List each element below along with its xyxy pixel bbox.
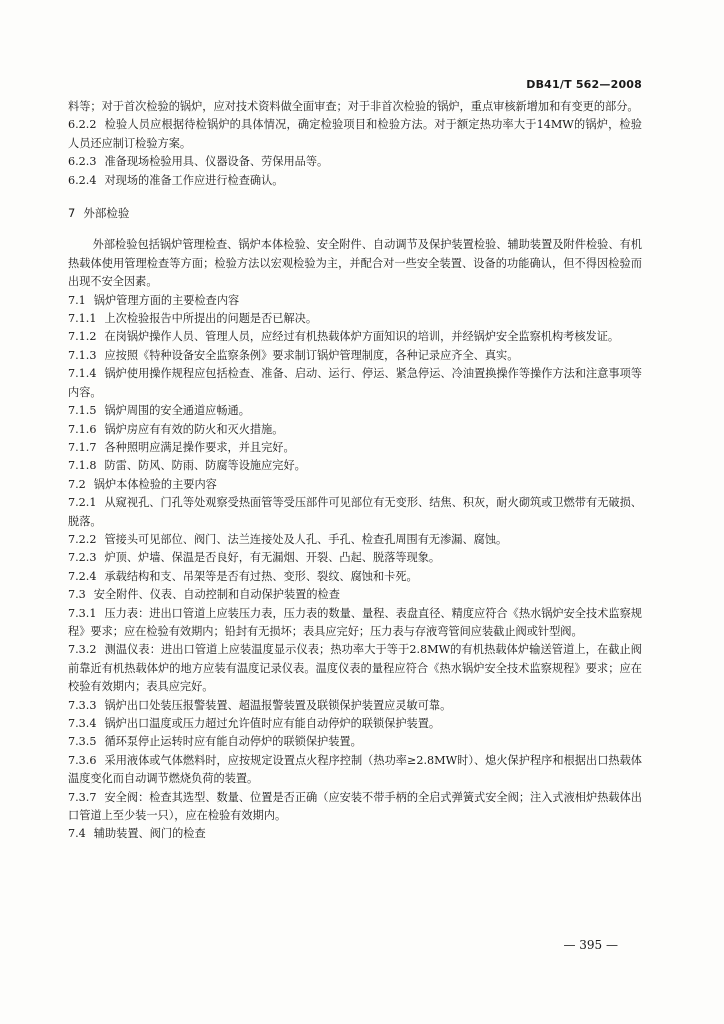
section-intro <box>68 236 642 291</box>
clause-6-2-3 <box>68 153 642 171</box>
clause-text: 管接头可见部位、阀门、法兰连接处及人孔、手孔、检查孔周围有无渗漏、腐蚀。 <box>104 532 508 546</box>
clause-number: 7.3.7 <box>68 790 97 804</box>
clause-number: 7.2 <box>68 477 86 491</box>
clause-number: 7.3.2 <box>68 643 97 657</box>
clause-text: 防雷、防风、防雨、防腐等设施应完好。 <box>104 459 306 473</box>
clause-7-3-1 <box>68 605 642 642</box>
clause-number: 7.1.8 <box>68 459 97 473</box>
clause-7-1-5 <box>68 402 642 420</box>
clause-text: 锅炉出口温度或压力超过允许值时应有能自动停炉的联锁保护装置。 <box>104 717 441 730</box>
clause-number: 7.1.6 <box>68 422 97 436</box>
clause-number: 7.3.5 <box>68 735 97 749</box>
clause-number: 7.1 <box>68 293 86 307</box>
clause-7-1-2 <box>68 328 642 346</box>
clause-7-3-4 <box>68 715 642 733</box>
clause-7-1-8 <box>68 457 642 475</box>
clause-7-2-1 <box>68 494 642 531</box>
clause-number: 7.3.3 <box>68 698 97 712</box>
clause-number: 7.3.1 <box>68 606 97 620</box>
clause-number: 7.4 <box>68 827 86 841</box>
paragraph-text: 料等；对于首次检验的锅炉，应对技术资料做全面审查；对于非首次检验的锅炉，重点审核新增加和有变更的部分。 <box>68 100 639 113</box>
clause-text: 安全阀：检查其选型、数量、位置是否正确（应安装不带手柄的全启式弹簧式安全阀；注入式液相炉热载体出口管道上至少装一只），应在检验有效期内。 <box>68 790 642 823</box>
clause-text: 检验人员应根据待检锅炉的具体情况，确定检验项目和检验方法。对于额定热功率大于14MW的锅炉，检验人员还应制订检验方案。 <box>68 118 642 150</box>
clause-number: 7.1.1 <box>68 312 97 326</box>
clause-number: 7.2.2 <box>68 532 97 546</box>
clause-text: 对现场的准备工作应进行检查确认。 <box>104 173 284 187</box>
clause-number: 6.2.2 <box>68 118 97 132</box>
clause-text: 循环泵停止运转时应有能自动停炉的联锁保护装置。 <box>104 735 362 749</box>
clause-text: 安全附件、仪表、自动控制和自动保护装置的检查 <box>93 588 340 602</box>
section-heading-7 <box>68 204 642 222</box>
clause-text: 锅炉管理方面的主要检查内容 <box>93 293 240 307</box>
clause-number: 7.1.2 <box>68 330 97 344</box>
clause-7-3-2 <box>68 641 642 696</box>
clause-text: 在岗锅炉操作人员、管理人员，应经过有机热载体炉方面知识的培训，并经锅炉安全监察机构考核发证。 <box>104 330 620 344</box>
subsection-heading-7-1 <box>68 292 642 310</box>
paragraph-text: 外部检验包括锅炉管理检查、锅炉本体检验、安全附件、自动调节及保护装置检验、辅助装置及附件检验、有机热载体使用管理检查等方面；检验方法以宏观检验为主，并配合对一些安全装置、设备的功能确认，但不得因检验而出现不安全因素。 <box>68 238 642 289</box>
clause-7-1-6 <box>68 421 642 439</box>
clause-text: 炉顶、炉墙、保温是否良好，有无漏烟、开裂、凸起、脱落等现象。 <box>104 551 441 565</box>
clause-text: 锅炉出口处装压报警装置、超温报警装置及联锁保护装置应灵敏可靠。 <box>104 698 452 712</box>
clause-text: 承载结构和支、吊架等是否有过热、变形、裂纹、腐蚀和卡死。 <box>104 569 418 583</box>
clause-text: 压力表：进出口管道上应装压力表，压力表的数量、量程、表盘直径、精度应符合《热水锅炉安全技术监察规程》要求；应在检验有效期内；铅封有无损坏；表具应完好；压力表与存液弯管间应装截止阀或针型阀。 <box>68 606 642 638</box>
clause-7-1-7 <box>68 439 642 457</box>
section-number: 7 <box>68 206 76 221</box>
clause-number: 7.1.3 <box>68 348 97 362</box>
clause-6-2-2 <box>68 116 642 153</box>
clause-7-1-1 <box>68 310 642 328</box>
clause-7-1-3 <box>68 347 642 365</box>
clause-number: 7.1.4 <box>68 367 97 381</box>
clause-number: 7.1.7 <box>68 440 97 454</box>
subsection-heading-7-4 <box>68 825 642 843</box>
clause-text: 测温仪表：进出口管道上应装温度显示仪表；热功率大于等于2.8MW的有机热载体炉输送管道上，在截止阀前靠近有机热载体炉的地方应装有温度记录仪表。温度仪表的量程应符合《热水锅炉安全技术监察规程》要求；应在校验有效期内；表具应完好。 <box>68 643 642 694</box>
clause-text: 准备现场检验用具、仪器设备、劳保用品等。 <box>104 155 329 169</box>
clause-text: 采用液体或气体燃料时，应按规定设置点火程序控制（热功率≥2.8MW时）、熄火保护程序和根据出口热载体温度变化而自动调节燃烧负荷的装置。 <box>68 753 642 786</box>
clause-7-2-2 <box>68 531 642 549</box>
clause-text: 上次检验报告中所提出的问题是否已解决。 <box>104 312 318 326</box>
clause-number: 7.3 <box>68 588 86 602</box>
clause-6-2-4 <box>68 172 642 190</box>
clause-7-3-7 <box>68 789 642 826</box>
clause-number: 7.3.6 <box>68 753 97 767</box>
clause-text: 从窥视孔、门孔等处观察受热面管等受压部件可见部位有无变形、结焦、积灰，耐火砌筑或卫燃带有无破损、脱落。 <box>68 496 642 528</box>
clause-7-2-3 <box>68 549 642 567</box>
clause-7-2-4 <box>68 568 642 586</box>
clause-7-3-6 <box>68 752 642 789</box>
subsection-heading-7-3 <box>68 586 642 604</box>
clause-7-1-4 <box>68 365 642 402</box>
clause-7-3-3 <box>68 697 642 715</box>
clause-text: 锅炉周围的安全通道应畅通。 <box>104 404 250 418</box>
subsection-heading-7-2 <box>68 476 642 494</box>
clause-number: 7.2.3 <box>68 551 97 565</box>
clause-number: 6.2.3 <box>68 155 97 169</box>
section-title: 外部检验 <box>83 206 130 221</box>
clause-number: 6.2.4 <box>68 173 97 187</box>
clause-number: 7.3.4 <box>68 717 97 730</box>
clause-text: 辅助装置、阀门的检查 <box>93 827 206 841</box>
clause-text: 各种照明应满足操作要求，并且完好。 <box>104 440 295 454</box>
paragraph <box>68 98 642 116</box>
clause-number: 7.2.4 <box>68 569 97 583</box>
clause-text: 锅炉使用操作规程应包括检查、准备、启动、运行、停运、紧急停运、冷油置换操作等操作方法和注意事项等内容。 <box>68 367 642 399</box>
document-id: DB41/T 562—2008 <box>526 78 642 91</box>
clause-text: 锅炉房应有有效的防火和灭火措施。 <box>104 422 284 436</box>
clause-text: 应按照《特种设备安全监察条例》要求制订锅炉管理制度，各种记录应齐全、真实。 <box>104 348 519 362</box>
clause-text: 锅炉本体检验的主要内容 <box>93 477 217 491</box>
clause-7-3-5 <box>68 733 642 751</box>
document-body <box>68 98 642 844</box>
page-number: — 395 — <box>563 938 618 952</box>
clause-number: 7.1.5 <box>68 404 97 418</box>
clause-number: 7.2.1 <box>68 496 97 510</box>
